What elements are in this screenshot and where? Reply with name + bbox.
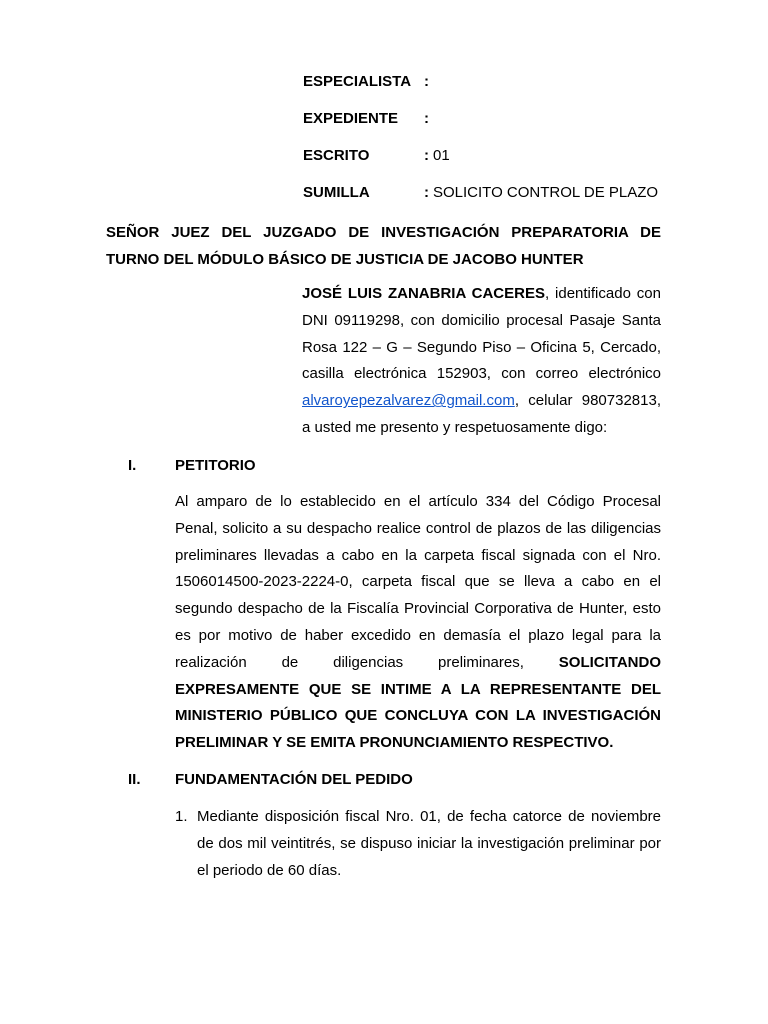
paragraph-line: segundo despacho de la Fiscalía Provincial Corporativa de Hunter, esto	[175, 600, 661, 618]
list-item-line: Mediante disposición fiscal Nro. 01, de fecha catorce de noviembre	[197, 808, 661, 825]
header-colon: :	[424, 110, 429, 127]
paragraph-line: es por motivo de haber excedido en demasía el plazo legal para la	[175, 626, 661, 644]
paragraph-line: 1506014500-2023-2224-0, carpeta fiscal que se lleva a cabo en el	[175, 573, 661, 591]
section-title: FUNDAMENTACIÓN DEL PEDIDO	[175, 771, 413, 788]
intro-line: DNI 09119298, con domicilio procesal Pasaje Santa	[302, 311, 661, 329]
header-colon: :	[424, 73, 429, 90]
intro-line	[302, 388, 661, 415]
header-value: 01	[433, 147, 450, 164]
header-colon: :	[424, 147, 429, 164]
intro-line	[302, 281, 661, 308]
list-item-line: el periodo de 60 días.	[197, 861, 342, 879]
list-item-line: de dos mil veintitrés, se dispuso iniciar la investigación preliminar por	[197, 834, 661, 852]
header-value: SOLICITO CONTROL DE PLAZO	[433, 184, 659, 201]
intro-line: Rosa 122 – G – Segundo Piso – Oficina 5, Cercado,	[302, 338, 661, 356]
intro-text: , celular 980732813,	[514, 392, 661, 410]
header-label: ESCRITO	[303, 147, 370, 164]
paragraph-bold-line: MINISTERIO PÚBLICO QUE CONCLUYA CON LA INVESTIGACIÓN	[175, 707, 661, 725]
addressee-line: SEÑOR JUEZ DEL JUZGADO DE INVESTIGACIÓN PREPARATORIA DE	[106, 224, 661, 241]
intro-line: a usted me presento y respetuosamente digo:	[302, 418, 608, 436]
petitorio-paragraph	[175, 489, 661, 757]
section-number: II.	[128, 771, 141, 788]
paragraph-line: Al amparo de lo establecido en el artículo 334 del Código Procesal	[175, 493, 661, 510]
email-link[interactable]: alvaroyepezalvarez@gmail.com	[302, 392, 515, 410]
header-label: SUMILLA	[303, 184, 370, 201]
word: realización	[175, 653, 247, 671]
header-colon: :	[424, 184, 429, 201]
word: de	[281, 653, 299, 671]
header-label: EXPEDIENTE	[303, 110, 399, 127]
word: diligencias	[333, 653, 404, 671]
intro-line: casilla electrónica 152903, con correo electrónico	[302, 365, 661, 383]
paragraph-bold-line: EXPRESAMENTE QUE SE INTIME A LA REPRESENTANTE DEL	[175, 680, 661, 698]
addressee	[106, 219, 661, 273]
intro-block	[302, 281, 661, 442]
paragraph-line: preliminares llevadas a cabo en la carpeta fiscal signada con el Nro.	[175, 546, 661, 564]
list-item	[197, 804, 661, 884]
paragraph-bold-line: PRELIMINAR Y SE EMITA PRONUNCIAMIENTO RESPECTIVO.	[175, 734, 614, 752]
section-title: PETITORIO	[175, 457, 256, 474]
paragraph-line: Penal, solicito a su despacho realice control de plazos de las diligencias	[175, 519, 661, 537]
header-label: ESPECIALISTA	[303, 73, 412, 90]
addressee-line: TURNO DEL MÓDULO BÁSICO DE JUSTICIA DE JACOBO HUNTER	[106, 251, 584, 268]
section-number: I.	[128, 457, 137, 474]
petitioner-name: JOSÉ LUIS ZANABRIA CACERES	[302, 285, 545, 302]
word: preliminares,	[438, 653, 524, 671]
intro-text: , identificado con	[544, 285, 661, 302]
list-item-number: 1.	[175, 808, 188, 825]
bold-word: SOLICITANDO	[558, 653, 661, 671]
paragraph-line	[175, 650, 661, 677]
